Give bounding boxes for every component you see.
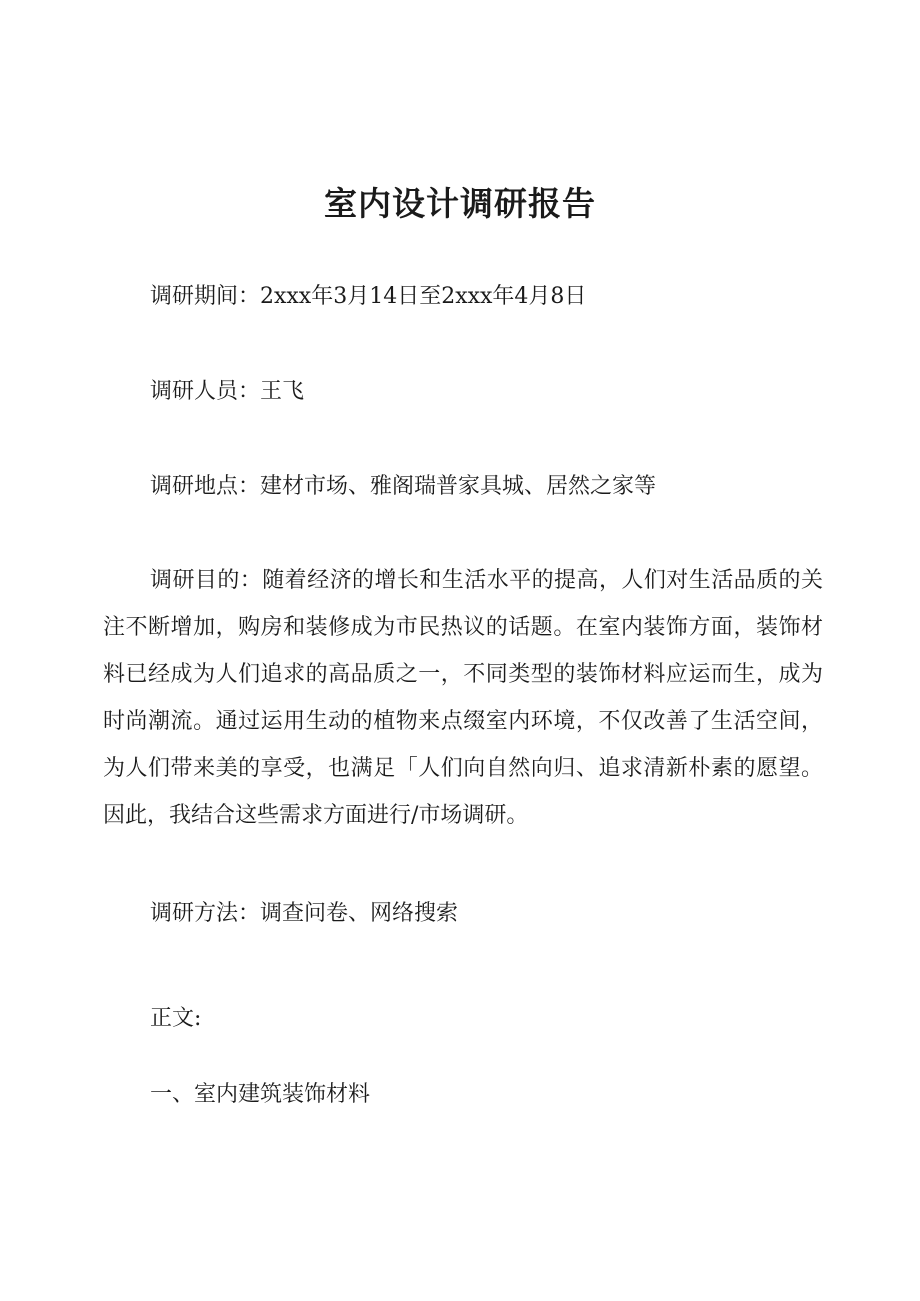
research-period: 调研期间：2xxx年3月14日至2xxx年4月8日 (150, 284, 587, 309)
research-personnel: 调研人员：王飞 (150, 379, 305, 404)
research-location: 调研地点：建材市场、雅阁瑞普家具城、居然之家等 (150, 474, 657, 499)
section-heading-1: 一、室内建筑装饰材料 (150, 1082, 371, 1107)
research-method: 调研方法：调查问卷、网络搜索 (150, 901, 459, 926)
research-purpose-paragraph: 调研目的：随着经济的增长和生活水平的提高，人们对生活品质的关注不断增加，购房和装修成为市民热议的话题。在室内装饰方面，装饰材料已经成为人们追求的高品质之一，不同类型的装饰材料应运而生，成为时尚潮流。通过运用生动的植物来点缀室内环境，不仅改善了生活空间，为人们带来美的享受，也满足「人们向自然向归、追求清新朴素的愿望。因此，我结合这些需求方面进行/市场调研。 (103, 568, 823, 828)
page-title: 室内设计调研报告 (324, 184, 596, 223)
body-label: 正文: (150, 1006, 202, 1031)
